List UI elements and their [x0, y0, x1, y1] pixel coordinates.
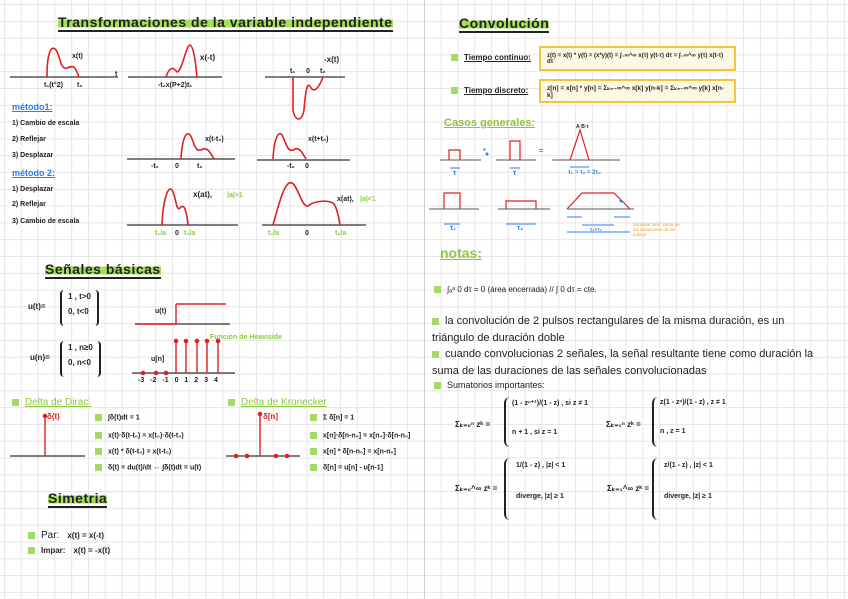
op-conv: *: [483, 148, 486, 155]
graph-tick: 0: [175, 230, 179, 237]
sum-lhs: Σₖ₌₁^∞ zᵏ =: [607, 484, 650, 493]
prop-text: x[n] * δ[n-n₀] = x[n-n₀]: [323, 448, 396, 456]
sum-lhs: Σₖ₌₀ⁿ zᵏ =: [455, 420, 491, 429]
symmetry-title: Simetria: [48, 490, 108, 506]
note-duration: [432, 346, 827, 380]
sum-cases: [652, 397, 732, 447]
graph-label: u(t): [155, 308, 167, 315]
even-formula: x(t) = x(-t): [67, 531, 105, 540]
sum-case: z/(1 - z) , |z| < 1: [664, 462, 713, 469]
sum-case: diverge, |z| ≥ 1: [664, 493, 712, 500]
bullet-icon: [95, 432, 102, 439]
convolution-title: Convolución: [459, 15, 550, 31]
bullet-icon: [310, 414, 317, 421]
note-text: ∫ₐᵃ 0 dτ = 0 (área encerrada) // ∫ 0 dτ = cte.: [447, 285, 597, 294]
tick: 3: [204, 377, 209, 384]
bullet-icon: [434, 286, 441, 293]
duration-label: τ₂: [517, 225, 524, 232]
dirac-label: δ(t): [47, 412, 60, 421]
case-line: 0, n<0: [68, 358, 91, 367]
graph-tick: -t₂x(P+2)t₁: [158, 82, 193, 89]
prop-text: x[n]·δ[n-n₀] = x[n₀]·δ[n-n₀]: [323, 432, 411, 440]
case-line: 1 , t>0: [68, 292, 91, 301]
sum-case: diverge, |z| ≥ 1: [516, 493, 564, 500]
sum-case: 1/(1 - z) , |z| < 1: [516, 462, 566, 469]
graph-tick: -t₀: [287, 163, 295, 170]
graph-tick: 0: [305, 163, 309, 170]
graph-tick: 0: [306, 68, 310, 75]
graph-label: x(at),: [193, 190, 213, 199]
kronecker-prop: [310, 432, 410, 439]
trap-sum: τ₁+τ₂: [590, 227, 602, 233]
metodo1-step: 1) Cambio de escala: [12, 120, 80, 127]
bullet-icon: [451, 54, 458, 61]
note-integral: [434, 285, 597, 294]
metodo2-step: 3) Cambio de escala: [12, 218, 80, 225]
odd-label: Impar:: [41, 546, 66, 555]
prop-text: Σ δ[n] = 1: [323, 414, 355, 422]
kronecker-prop: [310, 464, 383, 471]
case-line: 0, t<0: [68, 307, 89, 316]
metodo2-step: 1) Desplazar: [12, 186, 54, 193]
discrete-label: [451, 86, 528, 95]
bullet-icon: [310, 432, 317, 439]
tick: 4: [214, 377, 218, 384]
duration-label: τ₁: [450, 225, 457, 232]
step-function-label: u(t)=: [28, 302, 46, 311]
bullet-icon: [434, 382, 441, 389]
graph-label: u[n]: [151, 356, 165, 363]
duration-label: τ: [513, 170, 517, 177]
metodo1-step: 3) Desplazar: [12, 152, 54, 159]
bullet-icon: [95, 464, 102, 471]
kronecker-title: Delta de Kronecker: [241, 397, 327, 408]
tick: -1: [162, 377, 169, 384]
case-line: 1 , n≥0: [68, 343, 93, 352]
graph-label: x(at),: [337, 196, 354, 203]
prop-text: ∫δ(t)dt = 1: [108, 414, 140, 422]
basic-signals-title: Señales básicas: [45, 261, 161, 277]
note-text: Sumatorios importantes:: [447, 380, 545, 390]
sum-cases: [652, 458, 723, 520]
discrete-formula: z[n] = x[n] * y[n] = Σₖ₌₋∞^∞ x[k] y[n-k] = Σₖ₌₋∞^∞ y[k] x[n-k]: [547, 84, 724, 99]
graph-tick: t₁/a: [268, 230, 280, 237]
graph-label: x(t+t₀): [308, 136, 329, 143]
transformations-title: Transformaciones de la variable independiente: [58, 14, 393, 30]
prop-text: δ[n] = u[n] - u[n-1]: [323, 464, 384, 472]
graph-tick: t₂/a: [335, 230, 347, 237]
bullet-icon: [432, 351, 439, 358]
kronecker-prop: [310, 414, 354, 421]
graph-ticks: [138, 377, 218, 384]
tick: 2: [194, 377, 199, 384]
notes-title: notas:: [440, 245, 482, 261]
sum-lhs: Σₖ₌₀^∞ zᵏ =: [455, 484, 498, 493]
graph-tick: t₁(t°2): [44, 82, 63, 89]
duration-label: τ: [453, 170, 457, 177]
prop-text: x(t)·δ(t-t₀) = x(t₀)·δ(t-t₀): [108, 432, 184, 440]
metodo1-label: método1:: [12, 102, 53, 112]
sum-case: (1 - zⁿ⁺¹)/(1 - z) , si z ≠ 1: [512, 400, 589, 407]
graph-label: x(t): [72, 53, 83, 60]
graph-tick: t₂: [77, 82, 83, 89]
bullet-icon: [28, 547, 35, 554]
bullet-icon: [95, 414, 102, 421]
note-sums: [434, 380, 545, 390]
note-text: cuando convolucionas 2 señales, la señal resultante tiene como duración la suma de las duraciones de las señales convolucionadas: [432, 348, 814, 377]
sum-lhs: Σₖ₌₁ⁿ zᵏ =: [606, 420, 641, 429]
sum-cases: [504, 397, 594, 447]
bullet-icon: [228, 399, 235, 406]
graph-tick: 0: [305, 230, 309, 237]
discrete-label-text: Tiempo discreto:: [464, 86, 529, 95]
dirac-prop: [95, 414, 140, 421]
graph-label: -x(t): [324, 55, 340, 64]
dirac-heading: [12, 397, 91, 408]
graph-tick: t₀: [197, 163, 203, 170]
note-rect-pulses: [432, 313, 827, 347]
note-text: la convolución de 2 pulsos rectangulares de la misma duración, es un triángulo de duración doble: [432, 315, 785, 344]
graph-tick: t₁/a: [155, 230, 167, 237]
discrete-formula-box: [539, 79, 736, 103]
dirac-title: Delta de Dirac:: [25, 397, 92, 408]
graph-tick: t₁: [290, 68, 296, 75]
graph-label: x(-t): [200, 53, 216, 62]
tick: -3: [138, 377, 145, 384]
continuous-label-text: Tiempo continuo:: [464, 53, 531, 62]
tick: 0: [174, 377, 179, 384]
kronecker-prop: [310, 448, 396, 455]
bullet-icon: [310, 464, 317, 471]
bullet-icon: [28, 532, 35, 539]
peak-label: A·B·τ: [576, 124, 589, 130]
continuous-label: [451, 53, 531, 62]
triangle-duration: τ₁ = τ₂ = 2τ₀: [568, 170, 601, 176]
prop-text: δ(t) = du(t)/dt ⇔ ∫δ(t)dt = u(t): [108, 464, 202, 472]
heaviside-note: Función de Heaviside: [210, 334, 282, 341]
continuous-formula-box: [539, 46, 736, 71]
symmetry-even: [28, 530, 104, 541]
bullet-icon: [12, 399, 19, 406]
axis-label: t: [115, 71, 118, 78]
sum-case: n + 1 , si z = 1: [512, 429, 558, 436]
op-eq: =: [539, 148, 544, 155]
sum-case: z(1 - zⁿ)/(1 - z) , z ≠ 1: [660, 399, 726, 406]
even-label: Par:: [41, 530, 60, 541]
metodo2-label: método 2:: [12, 168, 56, 178]
graph-tick: 0: [175, 163, 179, 170]
graph-label: x(t-t₀): [205, 136, 224, 143]
bullet-icon: [95, 448, 102, 455]
graph-tick: -t₀: [151, 163, 159, 170]
duration-note: duración total: suma de las duraciones de los pulsos: [633, 222, 680, 237]
dirac-prop: [95, 464, 201, 471]
dirac-prop: [95, 432, 184, 439]
dirac-prop: [95, 448, 171, 455]
sum-cases: [504, 458, 575, 520]
kronecker-heading: [228, 397, 327, 408]
bullet-icon: [451, 87, 458, 94]
odd-formula: x(t) = -x(t): [73, 546, 111, 555]
kronecker-label: δ[n]: [263, 412, 279, 421]
graph-condition: |a|>1: [227, 192, 243, 199]
continuous-formula: z(t) = x(t) * y(t) = (x*y)(t) = ∫₋∞^∞ x(τ) y(t-τ) dτ = ∫₋∞^∞ y(τ) x(t-τ) dτ: [547, 53, 724, 65]
tick: 1: [184, 377, 189, 384]
prop-text: x(t) * δ(t-t₀) = x(t-t₀): [108, 448, 172, 456]
metodo1-step: 2) Reflejar: [12, 136, 46, 143]
graph-tick: t₂: [320, 68, 326, 75]
symmetry-odd: [28, 546, 110, 555]
sum-case: n , z = 1: [660, 428, 686, 435]
bullet-icon: [310, 448, 317, 455]
graph-condition: |a|<1: [360, 196, 376, 203]
bullet-icon: [432, 318, 439, 325]
general-cases-title: Casos generales:: [444, 117, 536, 129]
convolution-cases-diagram: [424, 125, 654, 245]
discrete-step-label: u(n)=: [30, 353, 50, 362]
page-divider: [424, 0, 425, 599]
tick: -2: [150, 377, 157, 384]
metodo2-step: 2) Reflejar: [12, 201, 46, 208]
graph-tick: t₂/a: [184, 230, 196, 237]
